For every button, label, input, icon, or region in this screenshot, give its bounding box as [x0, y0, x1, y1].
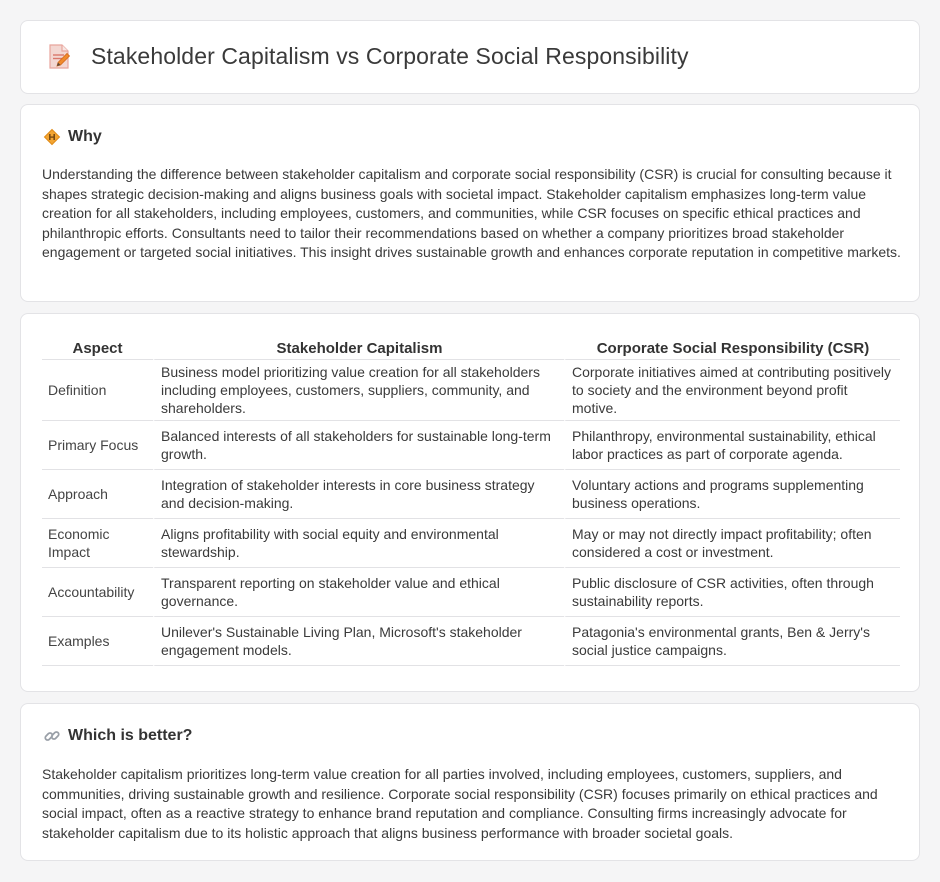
- comparison-card: [20, 313, 920, 692]
- header-aspect: Aspect: [42, 334, 153, 360]
- aspect-cell: Approach: [42, 470, 153, 519]
- aspect-cell: Examples: [42, 617, 153, 666]
- better-text: Stakeholder capitalism prioritizes long-term value creation for all parties involved, including employees, customers, suppliers, and communities, driving sustainable growth and resilience. Corporate social responsibility (CSR) focuses primarily on ethical practices and social impact, often as a reactive strategy to enhance brand reputation and compliance. Consulting firms increasingly advocate for stakeholder capitalism due to its holistic approach that aligns business performance with broader societal goals.: [42, 766, 878, 841]
- header-stakeholder-capitalism: Stakeholder Capitalism: [153, 334, 564, 360]
- aspect-cell: Definition: [42, 360, 153, 421]
- document-edit-icon: [47, 44, 71, 70]
- csr-cell: Voluntary actions and programs supplementing business operations.: [564, 470, 900, 519]
- page-title: Stakeholder Capitalism vs Corporate Social Responsibility: [91, 43, 689, 69]
- csr-cell: Patagonia's environmental grants, Ben & Jerry's social justice campaigns.: [564, 617, 900, 666]
- title-row: [47, 43, 689, 70]
- why-text: Understanding the difference between stakeholder capitalism and corporate social responsibility (CSR) is crucial for consulting because it shapes strategic decision-making and aligns business goals with societal impact. Stakeholder capitalism emphasizes long-term value creation for all stakeholders, including employees, customers, and communities, while CSR focuses on specific ethical practices and philanthropic efforts. Consultants need to tailor their recommendations based on whether a company prioritizes broad stakeholder engagement or targeted social initiatives. This insight drives sustainable growth and enhances corporate reputation in competitive markets.: [42, 166, 901, 260]
- aspect-cell: Primary Focus: [42, 421, 153, 470]
- stakeholder-cell: Balanced interests of all stakeholders for sustainable long-term growth.: [153, 421, 564, 470]
- table-row: [42, 617, 900, 666]
- better-title: Which is better?: [68, 727, 193, 744]
- why-title: Why: [68, 128, 102, 145]
- table-row: [42, 519, 900, 568]
- comparison-table: [42, 334, 900, 666]
- link-icon: [43, 727, 61, 745]
- csr-cell: Public disclosure of CSR activities, often through sustainability reports.: [564, 568, 900, 617]
- stakeholder-cell: Aligns profitability with social equity and environmental stewardship.: [153, 519, 564, 568]
- table-row: [42, 470, 900, 519]
- header-card: [20, 20, 920, 94]
- why-heading: [43, 128, 102, 146]
- stakeholder-cell: Business model prioritizing value creation for all stakeholders including employees, customers, suppliers, community, and shareholders.: [153, 360, 564, 421]
- aspect-cell: Accountability: [42, 568, 153, 617]
- header-csr: Corporate Social Responsibility (CSR): [564, 334, 900, 360]
- table-row: [42, 360, 900, 421]
- table-row: [42, 421, 900, 470]
- better-heading: [43, 727, 192, 745]
- why-card: [20, 104, 920, 302]
- stakeholder-cell: Transparent reporting on stakeholder value and ethical governance.: [153, 568, 564, 617]
- csr-cell: Philanthropy, environmental sustainability, ethical labor practices as part of corporate agenda.: [564, 421, 900, 470]
- table-row: [42, 568, 900, 617]
- diamond-warning-icon: [43, 128, 61, 146]
- stakeholder-cell: Unilever's Sustainable Living Plan, Microsoft's stakeholder engagement models.: [153, 617, 564, 666]
- csr-cell: May or may not directly impact profitability; often considered a cost or investment.: [564, 519, 900, 568]
- aspect-cell: Economic Impact: [42, 519, 153, 568]
- table-header-row: [42, 334, 900, 360]
- stakeholder-cell: Integration of stakeholder interests in core business strategy and decision-making.: [153, 470, 564, 519]
- csr-cell: Corporate initiatives aimed at contributing positively to society and the environment beyond profit motive.: [564, 360, 900, 421]
- which-is-better-card: [20, 703, 920, 861]
